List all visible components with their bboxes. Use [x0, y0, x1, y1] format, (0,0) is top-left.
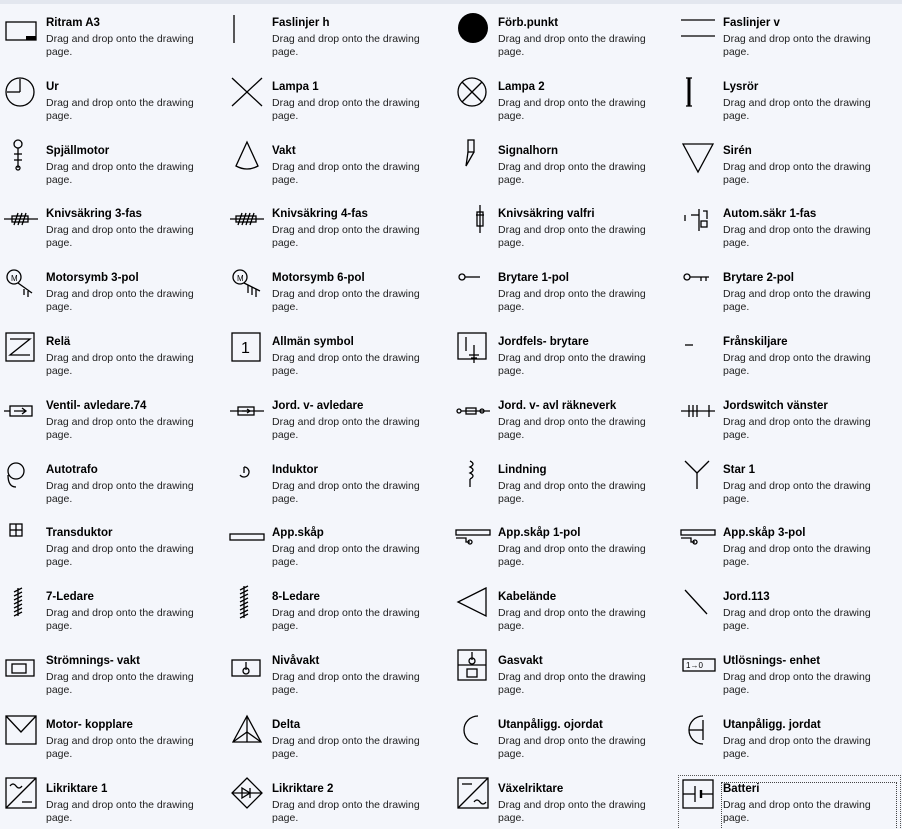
shape-name: Vakt [272, 144, 296, 157]
stencil-shape[interactable] [677, 327, 902, 391]
shape-name: App.skåp 3-pol [723, 527, 806, 540]
stencil-shape[interactable] [0, 72, 226, 136]
shape-name: Ur [46, 80, 59, 93]
shape-name: Lampa 1 [272, 80, 319, 93]
shape-name: Faslinjer v [723, 17, 780, 29]
earth-113-icon [681, 584, 715, 618]
clock-icon [4, 74, 38, 108]
shape-name: Motor- kopplare [46, 718, 133, 731]
shape-name: Frånskiljare [723, 335, 788, 348]
stencil-shape[interactable] [226, 391, 452, 455]
svg-text:M: M [237, 274, 244, 284]
shape-name: App.skåp 1-pol [498, 527, 581, 540]
shape-name: Signalhorn [498, 144, 559, 157]
stencil-shape[interactable] [226, 646, 452, 710]
stencil-shape[interactable] [226, 136, 452, 200]
shape-description: Drag and drop onto the drawing page. [723, 798, 871, 824]
shape-description: Drag and drop onto the drawing page. [272, 224, 420, 250]
shape-description: Drag and drop onto the drawing page. [498, 479, 646, 505]
delta-icon [230, 712, 264, 746]
shape-description: Drag and drop onto the drawing page. [723, 160, 871, 186]
stencil-shape[interactable] [0, 455, 226, 519]
stencil-shape[interactable] [226, 8, 452, 72]
svg-text:M: M [11, 274, 18, 284]
shape-description: Drag and drop onto the drawing page. [723, 479, 871, 505]
shape-description: Drag and drop onto the drawing page. [46, 351, 194, 377]
shape-description: Drag and drop onto the drawing page. [498, 543, 646, 569]
stencil-shape[interactable] [0, 774, 226, 829]
stencil-shape[interactable] [452, 518, 677, 582]
knife-fuse-optional-icon [456, 201, 490, 235]
shape-name: 8-Ledare [272, 591, 320, 604]
connection-point-icon [456, 10, 490, 44]
shape-description: Drag and drop onto the drawing page. [272, 415, 420, 441]
stencil-shape[interactable] [0, 199, 226, 263]
shape-name: Motorsymb 3-pol [46, 272, 139, 285]
shape-name: Likriktare 1 [46, 782, 108, 795]
shape-name: Jord. v- avledare [272, 399, 364, 412]
stencil-shape[interactable] [226, 199, 452, 263]
shape-name: Ventil- avledare.74 [46, 399, 147, 412]
shape-name: Knivsäkring 4-fas [272, 208, 368, 221]
earth-fault-breaker-icon [456, 329, 490, 363]
shape-description: Drag and drop onto the drawing page. [498, 96, 646, 122]
switch-1-pole-icon [456, 265, 490, 299]
shape-description: Drag and drop onto the drawing page. [272, 288, 420, 314]
trip-unit-icon [681, 648, 715, 682]
shape-name: Lampa 2 [498, 80, 545, 93]
shape-name: Kabelände [498, 591, 557, 604]
shape-name: Utanpåligg. ojordat [498, 718, 603, 731]
stencil-shape[interactable] [226, 582, 452, 646]
stencil-shape[interactable] [0, 391, 226, 455]
shape-description: Drag and drop onto the drawing page. [498, 798, 646, 824]
shape-description: Drag and drop onto the drawing page. [498, 160, 646, 186]
stencil-shape[interactable] [452, 263, 677, 327]
rectifier-1-icon [4, 776, 38, 810]
shape-description: Drag and drop onto the drawing page. [272, 351, 420, 377]
apparatus-cabinet-1-pole-icon [456, 520, 490, 554]
shape-description: Drag and drop onto the drawing page. [46, 479, 194, 505]
stencil-shape[interactable] [226, 518, 452, 582]
stencil-shape[interactable] [226, 72, 452, 136]
siren-icon [681, 138, 715, 172]
winding-icon [456, 457, 490, 491]
shape-name: Nivåvakt [272, 654, 320, 667]
icon-glyph-text: 1→0 [686, 660, 703, 670]
shape-description: Drag and drop onto the drawing page. [46, 607, 194, 633]
shape-name: Lysrör [723, 80, 759, 93]
stencil-shape[interactable] [0, 263, 226, 327]
shape-name: Allmän symbol [272, 335, 354, 348]
shape-name: Jordswitch vänster [723, 399, 828, 412]
stencil-shape[interactable] [226, 455, 452, 519]
shape-description: Drag and drop onto the drawing page. [46, 543, 194, 569]
stencil-shape[interactable] [0, 327, 226, 391]
stencil-shape[interactable] [677, 518, 902, 582]
shape-name: Likriktare 2 [272, 782, 334, 795]
shape-description: Drag and drop onto the drawing page. [723, 734, 871, 760]
shape-description: Drag and drop onto the drawing page. [46, 288, 194, 314]
stencil-shape[interactable] [0, 518, 226, 582]
stencil-shape[interactable] [677, 391, 902, 455]
damper-motor-icon [4, 138, 38, 172]
relay-icon [4, 329, 38, 363]
battery-icon [681, 776, 715, 810]
stencil-shape[interactable] [677, 646, 902, 710]
shape-name: Autotrafo [46, 463, 98, 476]
star-connection-icon [681, 457, 715, 491]
eight-conductor-icon [230, 584, 264, 618]
shape-name: Växelriktare [498, 782, 564, 795]
shape-description: Drag and drop onto the drawing page. [723, 543, 871, 569]
shape-name: Jord.113 [723, 591, 770, 604]
shape-name: Brytare 1-pol [498, 272, 569, 285]
shape-name: Star 1 [723, 463, 755, 476]
stencil-shape[interactable] [452, 136, 677, 200]
fluorescent-tube-icon [681, 74, 715, 108]
shape-description: Drag and drop onto the drawing page. [498, 33, 646, 58]
shape-description: Drag and drop onto the drawing page. [723, 288, 871, 314]
apparatus-cabinet-3-pole-icon [681, 520, 715, 554]
earth-arrester-icon [230, 393, 264, 427]
motor-6-pole-icon [230, 265, 264, 299]
valve-arrester-icon [4, 393, 38, 427]
motor-3-pole-icon [4, 265, 38, 299]
shape-name: Utanpåligg. jordat [723, 718, 821, 731]
flow-switch-icon [4, 648, 38, 682]
gas-monitor-icon [456, 648, 490, 682]
stencil-shape[interactable] [452, 391, 677, 455]
stencil-shape[interactable] [677, 774, 902, 829]
motor-switch-icon [4, 712, 38, 746]
shapes-grid [0, 8, 902, 829]
transductor-icon [4, 520, 38, 554]
frame-a3-icon [4, 10, 38, 44]
shape-description: Drag and drop onto the drawing page. [46, 96, 194, 122]
stencil-shape[interactable] [452, 199, 677, 263]
surface-socket-unearthed-icon [456, 712, 490, 746]
lamp-cross-icon [230, 74, 264, 108]
general-symbol-icon [230, 329, 264, 363]
shape-name: Strömnings- vakt [46, 654, 140, 667]
shape-description: Drag and drop onto the drawing page. [498, 224, 646, 250]
shape-name: Induktor [272, 463, 318, 476]
switch-2-pole-icon [681, 265, 715, 299]
stencil-shape[interactable] [0, 646, 226, 710]
stencil-shape[interactable] [452, 646, 677, 710]
stencil-shape[interactable] [452, 710, 677, 774]
shape-description: Drag and drop onto the drawing page. [272, 734, 420, 760]
disconnector-icon [681, 329, 715, 363]
shape-description: Drag and drop onto the drawing page. [498, 734, 646, 760]
shape-name: Jordfels- brytare [498, 335, 589, 348]
shape-name: Delta [272, 718, 301, 731]
shape-description: Drag and drop onto the drawing page. [498, 415, 646, 441]
shape-description: Drag and drop onto the drawing page. [723, 415, 871, 441]
shape-name: Autom.säkr 1-fas [723, 208, 817, 221]
shape-name: Ritram A3 [46, 17, 100, 29]
top-edge [0, 0, 902, 4]
shape-name: App.skåp [272, 527, 324, 540]
stencil-shape[interactable] [677, 710, 902, 774]
rectifier-2-icon [230, 776, 264, 810]
shape-name: Gasvakt [498, 654, 543, 667]
stencil-shape[interactable] [0, 582, 226, 646]
stencil-shape[interactable] [226, 327, 452, 391]
surface-socket-earthed-icon [681, 712, 715, 746]
shape-name: Transduktor [46, 527, 113, 540]
seven-conductor-icon [4, 584, 38, 618]
shape-description: Drag and drop onto the drawing page. [46, 798, 194, 824]
shape-description: Drag and drop onto the drawing page. [272, 670, 420, 696]
stencil-shape[interactable] [677, 72, 902, 136]
shape-name: Jord. v- avl räkneverk [498, 399, 617, 412]
shape-description: Drag and drop onto the drawing page. [723, 607, 871, 633]
stencil-shape[interactable] [452, 774, 677, 829]
shape-description: Drag and drop onto the drawing page. [272, 607, 420, 633]
shape-description: Drag and drop onto the drawing page. [272, 798, 420, 824]
shape-description: Drag and drop onto the drawing page. [272, 479, 420, 505]
shape-description: Drag and drop onto the drawing page. [498, 670, 646, 696]
circuit-breaker-1-phase-icon [681, 201, 715, 235]
icon-glyph-text: 1 [241, 339, 250, 357]
shape-description: Drag and drop onto the drawing page. [46, 33, 194, 58]
stencil-shape[interactable] [226, 710, 452, 774]
stencil-shape[interactable] [0, 8, 226, 72]
stencil-shape[interactable] [452, 455, 677, 519]
shape-description: Drag and drop onto the drawing page. [723, 33, 871, 58]
shape-description: Drag and drop onto the drawing page. [723, 351, 871, 377]
shape-description: Drag and drop onto the drawing page. [723, 96, 871, 122]
earth-arrester-counter-icon [456, 393, 490, 427]
autotransformer-icon [4, 457, 38, 491]
lamp-circle-icon [456, 74, 490, 108]
stencil-shape[interactable] [452, 582, 677, 646]
shape-description: Drag and drop onto the drawing page. [46, 224, 194, 250]
stencil-shape[interactable] [677, 199, 902, 263]
shape-name: Lindning [498, 463, 547, 476]
stencil-shape[interactable] [226, 263, 452, 327]
shape-name: 7-Ledare [46, 591, 94, 604]
earth-switch-left-icon [681, 393, 715, 427]
shape-description: Drag and drop onto the drawing page. [272, 33, 420, 58]
stencil-shape[interactable] [677, 263, 902, 327]
shape-name: Utlösnings- enhet [723, 654, 821, 667]
shape-name: Sirén [723, 144, 752, 157]
stencil-shape[interactable] [452, 8, 677, 72]
stencil-shape[interactable] [677, 582, 902, 646]
shape-description: Drag and drop onto the drawing page. [498, 351, 646, 377]
knife-fuse-4-phase-icon [230, 201, 264, 235]
shape-description: Drag and drop onto the drawing page. [723, 670, 871, 696]
shape-name: Faslinjer h [272, 17, 330, 29]
guard-icon [230, 138, 264, 172]
cable-end-icon [456, 584, 490, 618]
shape-description: Drag and drop onto the drawing page. [498, 288, 646, 314]
signal-horn-icon [456, 138, 490, 172]
shape-name: Relä [46, 335, 71, 348]
shape-name: Motorsymb 6-pol [272, 272, 365, 285]
shape-description: Drag and drop onto the drawing page. [272, 543, 420, 569]
apparatus-cabinet-icon [230, 520, 264, 554]
level-switch-icon [230, 648, 264, 682]
selection-focus-rect [721, 782, 897, 829]
stencil-shape[interactable] [677, 136, 902, 200]
shape-name: Spjällmotor [46, 144, 110, 157]
shape-description: Drag and drop onto the drawing page. [46, 670, 194, 696]
shape-description: Drag and drop onto the drawing page. [46, 734, 194, 760]
horizontal-phase-lines-icon [681, 10, 715, 44]
vertical-phase-line-icon [230, 10, 264, 44]
shape-description: Drag and drop onto the drawing page. [272, 96, 420, 122]
stencil-shape[interactable] [0, 136, 226, 200]
shape-description: Drag and drop onto the drawing page. [723, 224, 871, 250]
shape-description: Drag and drop onto the drawing page. [272, 160, 420, 186]
stencil-shape[interactable] [677, 455, 902, 519]
shape-description: Drag and drop onto the drawing page. [46, 160, 194, 186]
shape-name: Knivsäkring 3-fas [46, 208, 142, 221]
stencil-shape[interactable] [677, 8, 902, 72]
stencil-shape[interactable] [226, 774, 452, 829]
shape-name: Knivsäkring valfri [498, 208, 595, 221]
shape-description: Drag and drop onto the drawing page. [46, 415, 194, 441]
inverter-icon [456, 776, 490, 810]
stencil-shape[interactable] [452, 72, 677, 136]
shape-name: Batteri [723, 782, 760, 795]
shape-description: Drag and drop onto the drawing page. [498, 607, 646, 633]
stencil-shape[interactable] [452, 327, 677, 391]
shape-name: Förb.punkt [498, 17, 559, 29]
inductor-icon [230, 457, 264, 491]
knife-fuse-3-phase-icon [4, 201, 38, 235]
shape-name: Brytare 2-pol [723, 272, 794, 285]
stencil-shape[interactable] [0, 710, 226, 774]
